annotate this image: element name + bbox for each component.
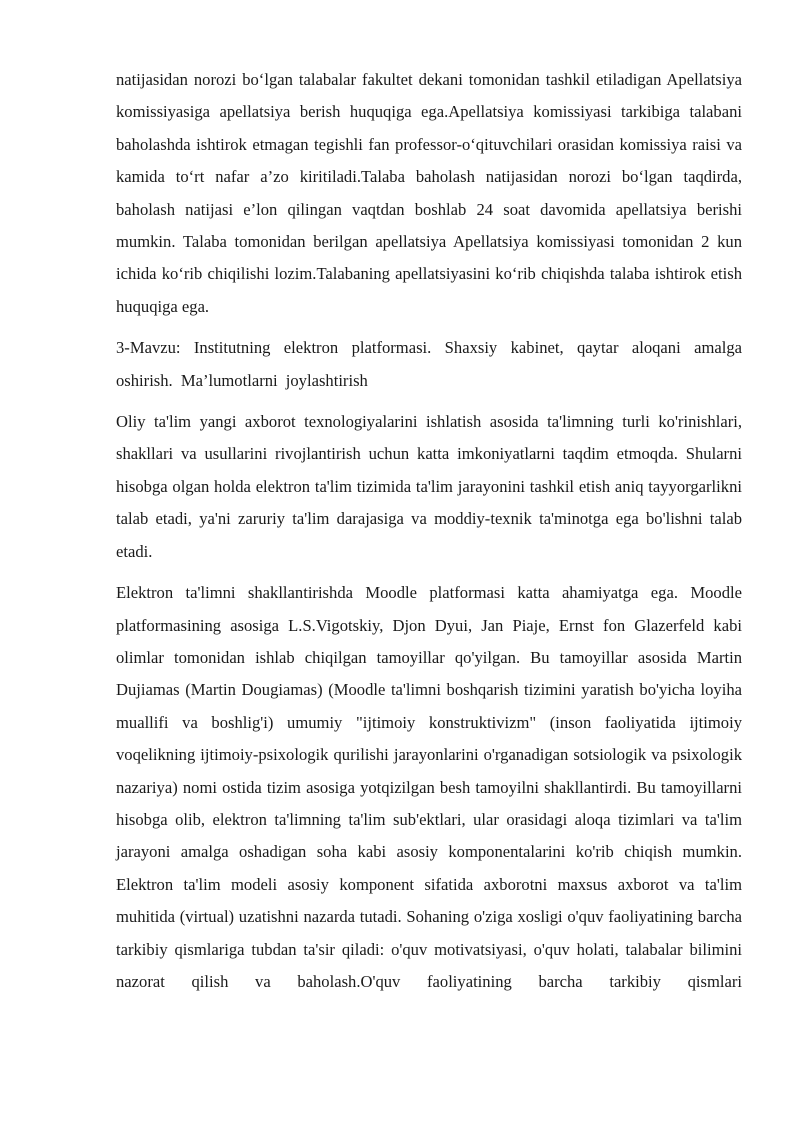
paragraph-appeal-rules: natijasidan norozi bo‘lgan talabalar fakultet dekani tomonidan tashkil etiladigan Apellatsiya komissiyasiga apellatsiya berish huquqiga ega.Apellatsiya komissiyasi tarkibiga talabani baholashda ishtirok etmagan tegishli fan professor-o‘qituvchilari orasidan komissiya raisi va kamida to‘rt nafar a’zo kiritiladi.Talaba baholash natijasidan norozi bo‘lgan taqdirda, baholash natijasi e’lon qilingan vaqtdan boshlab 24 soat davomida apellatsiya berishi mumkin. Talaba tomonidan berilgan apellatsiya Apellatsiya komissiyasi tomonidan 2 kun ichida ko‘rib chiqilishi lozim.Talabaning apellatsiyasini ko‘rib chiqishda talaba ishtirok etish huquqiga ega. bbox=[116, 70, 742, 316]
paragraph-higher-education: Oliy ta'lim yangi axborot texnologiyalarini ishlatish asosida ta'limning turli ko'rinishlari, shakllari va usullarini rivojlantirish uchun katta imkoniyatlarni taqdim etmoqda. Shularni hisobga olgan holda elektron ta'lim tizimida ta'lim jarayonini tashkil etish aniq tayyorgarlikni talab etadi, ya'ni zaruriy ta'lim darajasiga va moddiy-texnik ta'minotga ega bo'lishni talab etadi. bbox=[116, 412, 742, 561]
document-page bbox=[116, 64, 742, 1007]
paragraph-moodle-platform: Elektron ta'limni shakllantirishda Moodle platformasi katta ahamiyatga ega. Moodle platformasining asosiga L.S.Vigotskiy, Djon Dyui, Jan Piaje, Ernst fon Glazerfeld kabi olimlar tomonidan ishlab chiqilgan tamoyillar qo'yilgan. Bu tamoyillar asosida Martin Dujiamas (Martin Dougiamas) (Moodle ta'limni boshqarish tizimini yaratish bo'yicha loyiha muallifi va boshlig'i) umumiy "ijtimoiy konstruktivizm" (inson faoliyatida ijtimoiy voqelikning ijtimoiy-psixologik qurilishi jarayonlarini o'rganadigan sotsiologik va psixologik nazariya) nomi ostida tizim asosiga yotqizilgan besh tamoyilni shakllantirdi. Bu tamoyillarni hisobga olib, elektron ta'limning ta'lim sub'ektlari, ular orasidagi aloqa tizimlari va ta'lim jarayoni amalga oshadigan soha kabi asosiy komponentalarini ko'rib chiqish mumkin. Elektron ta'lim modeli asosiy komponent sifatida axborotni maxsus axborot va ta'lim muhitida (virtual) uzatishni nazarda tutadi. Sohaning o'ziga xosligi o'quv faoliyatining barcha tarkibiy qismlariga tubdan ta'sir qiladi: o'quv motivatsiyasi, o'quv holati, talabalar bilimini nazorat qilish va baholash.O'quv faoliyatining barcha tarkibiy qismlari bbox=[116, 583, 742, 991]
topic-heading: 3-Mavzu: Institutning elektron platformasi. Shaxsiy kabinet, qaytar aloqani amalga oshirish. Ma’lumotlarni joylashtirish bbox=[116, 338, 742, 390]
